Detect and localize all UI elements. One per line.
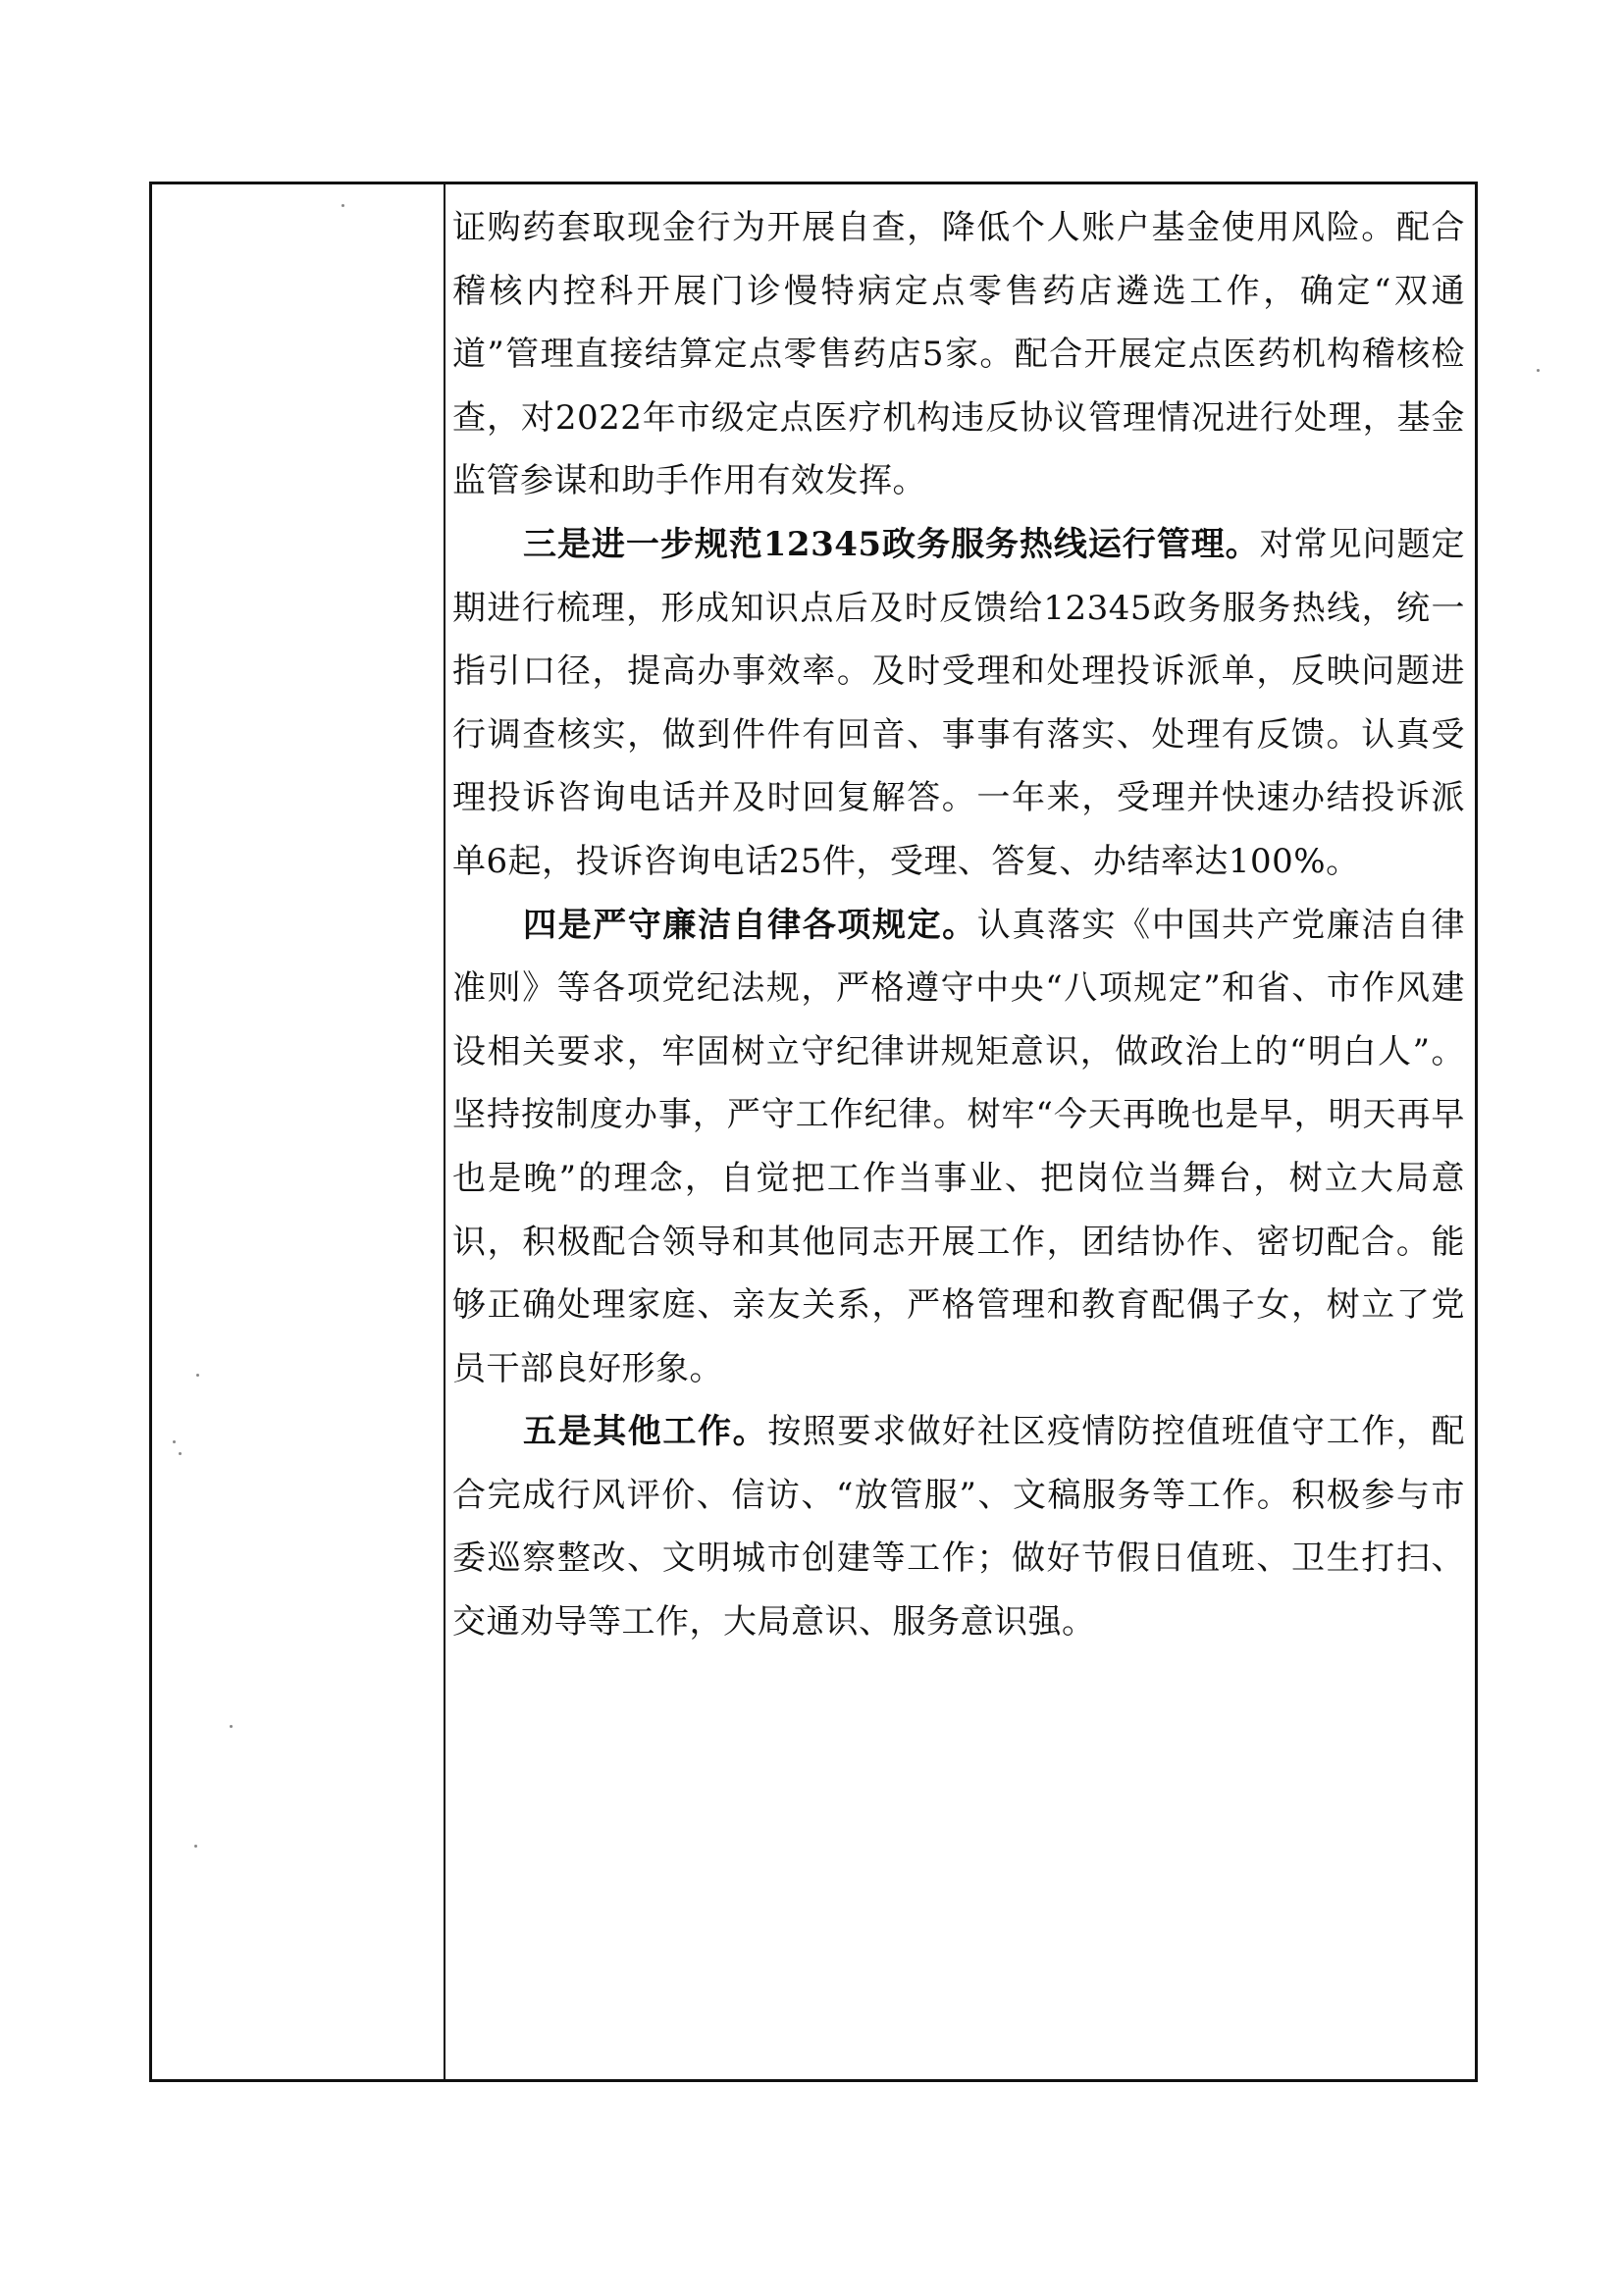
section-heading-5: 五是其他工作。	[523, 1412, 768, 1452]
section-body-3: 对常见问题定期进行梳理，形成知识点后及时反馈给12345政务服务热线，统一指引口径，提高办事效率。及时受理和处理投诉派单，反映问题进行调查核实，做到件件有回音、事事有落实、处理有反馈。认真受理投诉咨询电话并及时回复解答。一年来，受理并快速办结投诉派单6起，投诉咨询电话25件，受理、答复、办结率达100%。	[452, 524, 1465, 881]
section-paragraph-3	[452, 513, 1465, 894]
section-paragraph-4	[452, 894, 1465, 1401]
section-heading-3: 三是进一步规范12345政务服务热线运行管理。	[523, 524, 1260, 564]
section-paragraph-5	[452, 1400, 1465, 1653]
label-cell	[152, 184, 444, 2079]
continued-paragraph: 证购药套取现金行为开展自查，降低个人账户基金使用风险。配合稽核内控科开展门诊慢特病定点零售药店遴选工作，确定“双通道”管理直接结算定点零售药店5家。配合开展定点医药机构稽核检查，对2022年市级定点医疗机构违反协议管理情况进行处理，基金监管参谋和助手作用有效发挥。	[452, 208, 1465, 501]
form-table	[149, 182, 1478, 2082]
section-body-4: 认真落实《中国共产党廉洁自律准则》等各项党纪法规，严格遵守中央“八项规定”和省、市作风建设相关要求，牢固树立守纪律讲规矩意识，做政治上的“明白人”。坚持按制度办事，严守工作纪律。树牢“今天再晚也是早，明天再早也是晚”的理念，自觉把工作当事业、把岗位当舞台，树立大局意识，积极配合领导和其他同志开展工作，团结协作、密切配合。能够正确处理家庭、亲友关系，严格管理和教育配偶子女，树立了党员干部良好形象。	[452, 905, 1465, 1388]
section-heading-4: 四是严守廉洁自律各项规定。	[523, 905, 977, 945]
content-cell	[452, 196, 1465, 1654]
section-body-5: 按照要求做好社区疫情防控值班值守工作，配合完成行风评价、信访、“放管服”、文稿服务等工作。积极参与市委巡察整改、文明城市创建等工作；做好节假日值班、卫生打扫、交通劝导等工作，大局意识、服务意识强。	[452, 1412, 1466, 1643]
column-divider	[444, 184, 445, 2079]
scan-speck	[1537, 369, 1540, 372]
